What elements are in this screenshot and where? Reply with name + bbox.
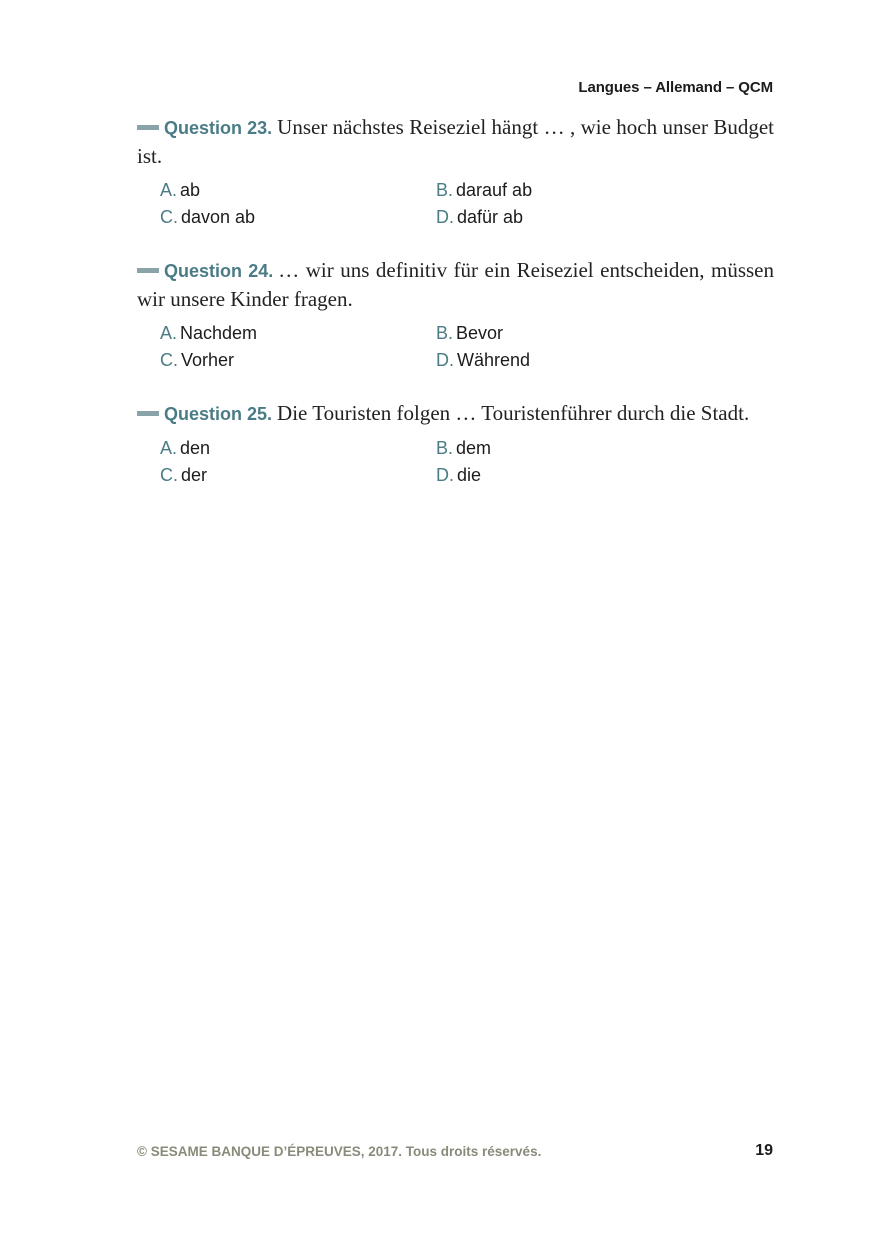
question-25-stem: Die Touristen folgen … Touristenführer durch die Stadt. [277, 401, 750, 425]
choice-text: Vorher [181, 350, 235, 370]
choice-text: davon ab [181, 207, 256, 227]
question-23-stem: Unser nächstes Reiseziel hängt … , wie hoch unser Budget ist. [137, 115, 774, 168]
question-25-choices [160, 437, 774, 487]
page-number: 19 [755, 1142, 773, 1159]
choice-c [160, 464, 436, 487]
question-marker-icon [137, 411, 159, 416]
choice-c [160, 206, 436, 229]
choice-letter: B. [436, 180, 454, 200]
choice-c [160, 349, 436, 372]
question-list [137, 113, 774, 514]
question-23-label: Question 23. [164, 118, 273, 138]
choice-b [436, 437, 712, 460]
question-24-text [137, 256, 774, 313]
choice-letter: B. [436, 438, 454, 458]
choice-text: den [180, 438, 211, 458]
choice-a [160, 437, 436, 460]
choice-letter: C. [160, 465, 178, 485]
choice-text: Nachdem [180, 323, 258, 343]
question-24-choices [160, 322, 774, 372]
running-header: Langues – Allemand – QCM [578, 79, 773, 96]
choice-b [436, 179, 712, 202]
question-24 [137, 256, 774, 372]
copyright-footer: © SESAME BANQUE D’ÉPREUVES, 2017. Tous droits réservés. [137, 1144, 542, 1159]
question-marker-icon [137, 268, 159, 273]
choice-letter: A. [160, 438, 178, 458]
choice-text: Bevor [456, 323, 504, 343]
choice-d [436, 206, 712, 229]
question-marker-icon [137, 125, 159, 130]
choice-text: darauf ab [456, 180, 533, 200]
choice-text: ab [180, 180, 201, 200]
question-23-choices [160, 179, 774, 229]
choice-letter: D. [436, 350, 454, 370]
question-24-stem: … wir uns definitiv für ein Reiseziel entscheiden, müssen wir unsere Kinder fragen. [137, 258, 774, 311]
question-24-label: Question 24. [164, 261, 274, 281]
choice-letter: D. [436, 207, 454, 227]
choice-a [160, 322, 436, 345]
question-25-text [137, 399, 774, 428]
choice-text: der [181, 465, 208, 485]
choice-d [436, 349, 712, 372]
choice-text: die [457, 465, 482, 485]
choice-a [160, 179, 436, 202]
choice-letter: B. [436, 323, 454, 343]
choice-text: Während [457, 350, 531, 370]
question-25 [137, 399, 774, 487]
choice-letter: A. [160, 323, 178, 343]
choice-letter: A. [160, 180, 178, 200]
choice-letter: D. [436, 465, 454, 485]
choice-letter: C. [160, 207, 178, 227]
choice-text: dem [456, 438, 492, 458]
choice-d [436, 464, 712, 487]
choice-letter: C. [160, 350, 178, 370]
question-25-label: Question 25. [164, 404, 273, 424]
question-23-text [137, 113, 774, 170]
question-23 [137, 113, 774, 229]
choice-text: dafür ab [457, 207, 524, 227]
choice-b [436, 322, 712, 345]
